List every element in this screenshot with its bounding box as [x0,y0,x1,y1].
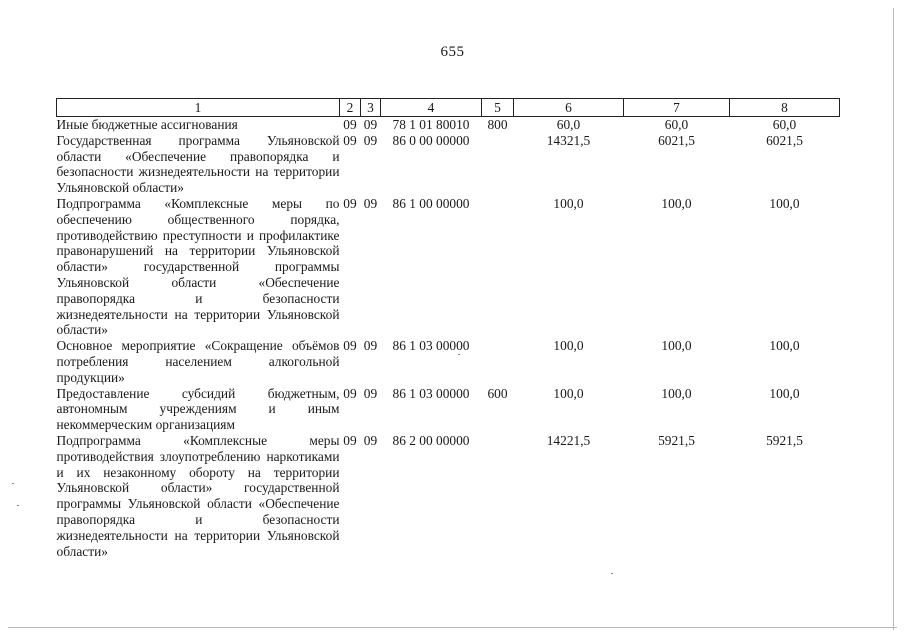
target-article-code: 86 0 00 00000 [392,132,470,148]
subsection-code: 09 [363,132,378,148]
amount-col-7: 100,0 [661,385,692,401]
column-header: 3 [361,99,381,117]
row-name: Основное мероприятие «Сокращение объёмов потребления населением алкогольной продукции» [56,338,340,385]
section-code: 09 [343,132,357,148]
amount-col-7: 100,0 [661,195,692,211]
amount-col-7: 5921,5 [658,432,695,448]
amount-col-8: 100,0 [769,195,800,211]
column-header: 8 [730,99,840,117]
amount-col-8: 100,0 [769,338,800,354]
subsection-code: 09 [363,385,378,401]
budget-table [56,98,840,559]
target-article-code: 86 2 00 00000 [392,432,470,448]
table-row [57,117,840,133]
section-code: 09 [343,195,357,211]
target-article-code: 86 1 00 00000 [392,195,470,211]
amount-col-8: 100,0 [769,385,800,401]
target-article-code: 86 1 03 00000 [392,385,470,401]
table-row [57,196,840,338]
section-code: 09 [343,117,357,132]
row-name: Предоставление субсидий бюджетным, автономным учреждениям и иным некоммерческим организациям [56,385,340,433]
page-number: 655 [440,44,465,60]
subsection-code: 09 [363,195,378,211]
subsection-code: 09 [363,117,378,132]
expense-type-code [482,133,514,196]
target-article-code: 86 1 03 00000 [392,338,470,354]
row-name: Подпрограмма «Комплексные меры по обеспечению общественного порядка, противодействию преступности и профилактике правонарушений на территории Ульяновской области» государственной программы Ульяновской области «Обеспечение правопорядка и безопасности жизнедеятельности на территории Ульяновской области» [56,195,340,338]
table-row [57,133,840,196]
expense-type-code: 800 [487,117,508,132]
amount-col-6: 100,0 [553,385,584,401]
expense-type-code [482,196,514,338]
column-header: 5 [482,99,514,117]
amount-col-6: 100,0 [553,195,584,211]
scan-right-edge [893,8,894,630]
target-article-code: 78 1 01 80010 [392,117,470,132]
amount-col-8: 6021,5 [766,132,803,148]
column-header: 7 [624,99,730,117]
amount-col-7: 60,0 [664,117,689,132]
table-row [57,433,840,559]
amount-col-7: 100,0 [661,338,692,354]
amount-col-6: 14221,5 [546,432,591,448]
section-code: 09 [343,385,357,401]
header-row [57,99,840,117]
table-row [57,338,840,385]
expense-type-code: 600 [487,385,508,401]
scan-speck [17,505,19,506]
row-name: Подпрограмма «Комплексные меры противодействия злоупотреблению наркотиками и их незаконному обороту на территории Ульяновской области» государственной программы Ульяновской области «Обеспечение правопорядка и безопасности жизнедеятельности на территории Ульяновской области» [56,432,340,559]
amount-col-8: 5921,5 [766,432,803,448]
scan-speck [458,354,460,355]
subsection-code: 09 [363,432,378,448]
section-code: 09 [343,338,357,354]
subsection-code: 09 [363,338,378,354]
amount-col-6: 60,0 [556,117,581,132]
scan-speck [12,483,14,484]
expense-type-code [482,338,514,385]
amount-col-6: 14321,5 [546,132,591,148]
amount-col-8: 60,0 [772,117,797,132]
column-header: 2 [340,99,361,117]
row-name: Государственная программа Ульяновской области «Обеспечение правопорядка и безопасности жизнедеятельности на территории Ульяновской области» [56,132,340,196]
expense-type-code [482,433,514,559]
section-code: 09 [343,432,357,448]
column-header: 6 [514,99,624,117]
table-row [57,386,840,433]
scan-bottom-edge [8,627,897,628]
amount-col-7: 6021,5 [658,132,695,148]
row-name: Иные бюджетные ассигнования [56,117,238,132]
amount-col-6: 100,0 [553,338,584,354]
column-header: 1 [57,99,340,117]
column-header: 4 [381,99,482,117]
scan-speck [611,573,613,574]
